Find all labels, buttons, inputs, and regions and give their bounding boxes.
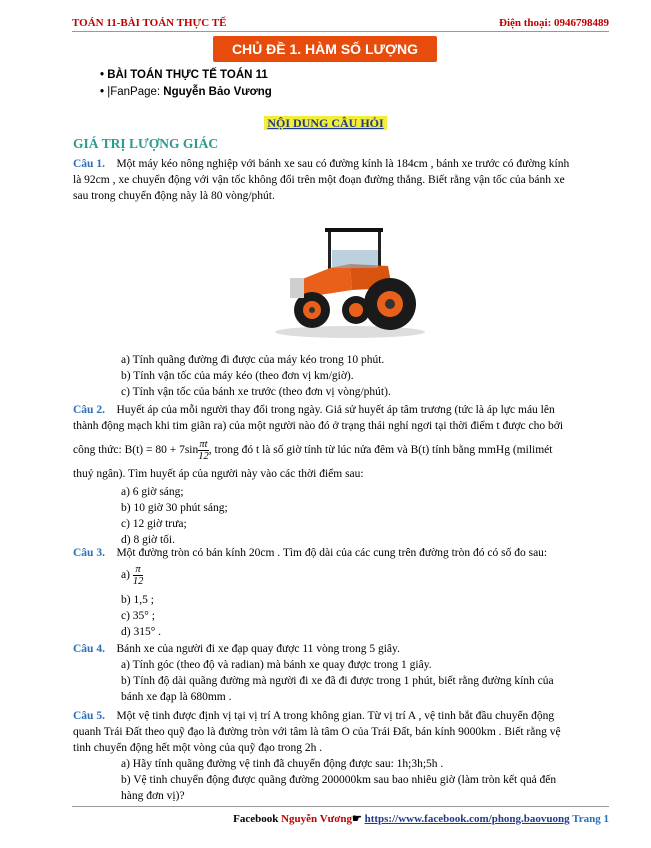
question-5-parts	[121, 756, 556, 804]
q2-fraction	[198, 439, 209, 462]
q2-label: Câu 2.	[73, 404, 105, 416]
q2-line1: Huyết áp của mỗi người thay đổi trong ngày. Giả sử huyết áp tâm trương (tức là áp lực máu lên	[116, 404, 555, 416]
q2-part-d: d) 8 giờ tối.	[121, 534, 175, 546]
footer-facebook-label: Facebook	[233, 813, 282, 825]
q2-formula-pre: công thức: B(t) = 80 + 7sin	[73, 444, 199, 457]
question-1-parts	[121, 352, 391, 400]
q1-line3: sau trong chuyển động này là 80 vòng/phút.	[73, 190, 275, 202]
bullet-text: BÀI TOÁN THỰC TẾ TOÁN 11	[107, 69, 268, 81]
fanpage-name: Nguyễn Bảo Vương	[163, 86, 272, 98]
q2-line2: thành động mạch khi tim giãn ra) của một người nào đó ở trạng thái nghỉ ngơi tại thời điểm t được cho bởi	[73, 420, 564, 432]
section-title: NỘI DUNG CÂU HỎI	[264, 116, 386, 130]
bullet-item-title: • BÀI TOÁN THỰC TẾ TOÁN 11	[100, 69, 268, 81]
question-2-parts	[121, 484, 228, 548]
q3-line1: Một đường tròn có bán kính 20cm . Tìm độ dài của các cung trên đường tròn đó có số đo sau:	[116, 547, 548, 559]
header-title: TOÁN 11-BÀI TOÁN THỰC TẾ	[72, 17, 227, 29]
q4-label: Câu 4.	[73, 643, 105, 655]
q1-part-b: b) Tính vận tốc của máy kéo (theo đơn vị km/giờ).	[121, 370, 354, 382]
q5-label: Câu 5.	[73, 710, 105, 722]
question-4	[73, 641, 400, 657]
q5-line3: tinh chuyển động hết một vòng của quỹ đạo trong 2h .	[73, 742, 323, 754]
q3-frac-num: π	[133, 564, 144, 576]
chapter-banner: CHỦ ĐỀ 1. HÀM SỐ LƯỢNG GIÁC	[213, 36, 437, 62]
tractor-image	[270, 220, 430, 340]
q4-line1: Bánh xe của người đi xe đạp quay được 11 vòng trong 5 giây.	[116, 643, 400, 655]
q4-part-b-line1: b) Tính độ dài quãng đường mà người đi xe đã đi được trong 1 phút, biết rằng đường kính của	[121, 675, 554, 687]
question-2	[73, 402, 563, 482]
footer-author-name: Nguyễn Vương	[281, 813, 352, 825]
q2-formula-post: , trong đó t là số giờ tính từ lúc nửa đêm và B(t) tính bằng mmHg (milimét	[208, 444, 553, 457]
q5-line1: Một vệ tinh được định vị tại vị trí A trong không gian. Từ vị trí A , vệ tinh bắt đầu chuyển động	[116, 710, 555, 722]
footer-page-number: Trang 1	[569, 813, 609, 825]
q2-formula-line	[73, 439, 563, 465]
q2-frac-den: 12	[198, 451, 209, 462]
question-5	[73, 708, 561, 756]
q3-label: Câu 3.	[73, 547, 105, 559]
q3-part-d: d) 315° .	[121, 626, 162, 638]
q2-line4: thuỷ ngân). Tìm huyết áp của người này vào các thời điểm sau:	[73, 468, 364, 480]
footer-text	[233, 812, 609, 825]
q5-part-b-line1: b) Vệ tinh chuyển động được quãng đường 200000km sau bao nhiêu giờ (làm tròn kết quả đến	[121, 774, 557, 786]
q3-frac-den: 12	[132, 576, 144, 587]
q1-label: Câu 1.	[73, 158, 105, 170]
q5-part-a: a) Hãy tính quãng đường vệ tinh đã chuyển động được sau: 1h;3h;5h .	[121, 758, 444, 770]
question-1	[73, 156, 569, 204]
question-3	[73, 545, 547, 561]
q2-part-a: a) 6 giờ sáng;	[121, 486, 184, 498]
q2-part-b: b) 10 giờ 30 phút sáng;	[121, 502, 228, 514]
topic-heading: GIÁ TRỊ LƯỢNG GIÁC	[73, 136, 219, 151]
bullet-item-fanpage: • |FanPage: Nguyễn Bảo Vương	[100, 86, 272, 98]
page-footer	[72, 806, 609, 825]
q2-frac-num: πt	[199, 439, 208, 450]
q3-part-a-label: a)	[121, 569, 130, 582]
q4-part-a: a) Tính góc (theo độ và radian) mà bánh xe quay được trong 1 giây.	[121, 659, 432, 671]
q2-part-c: c) 12 giờ trưa;	[121, 518, 187, 530]
q5-line2: quanh Trái Đất theo quỹ đạo là đường tròn với tâm là tâm O của Trái Đất, bán kính 9000km . Biết rằng vệ	[73, 726, 561, 738]
q1-part-c: c) Tính vận tốc của bánh xe trước (theo đơn vị vòng/phút).	[121, 386, 391, 398]
page-header	[72, 14, 609, 32]
q3-fraction	[133, 564, 144, 587]
q5-part-b-line2: hàng đơn vị)?	[121, 790, 185, 802]
q3-part-c: c) 35° ;	[121, 610, 155, 622]
q3-part-b: b) 1,5 ;	[121, 594, 154, 606]
section-heading	[0, 116, 651, 131]
question-4-parts	[121, 657, 554, 705]
header-divider	[72, 31, 609, 32]
header-phone: Điện thoại: 0946798489	[499, 17, 609, 29]
q1-part-a: a) Tính quãng đường đi được của máy kéo trong 10 phút.	[121, 354, 385, 366]
question-3-parts	[121, 564, 161, 640]
footer-facebook-link[interactable]: https://www.facebook.com/phong.baovuong	[364, 813, 570, 825]
fanpage-label: |FanPage:	[107, 86, 164, 98]
q1-line1: Một máy kéo nông nghiệp với bánh xe sau có đường kính là 184cm , bánh xe trước có đường kính	[116, 158, 570, 170]
pointing-hand-icon: ☛	[351, 813, 365, 825]
footer-divider	[72, 806, 609, 807]
q1-line2: là 92cm , xe chuyển động với vận tốc không đổi trên một đoạn đường thẳng. Biết rằng vận tốc của bánh xe	[73, 174, 565, 186]
q4-part-b-line2: bánh xe đạp là 680mm .	[121, 691, 232, 703]
